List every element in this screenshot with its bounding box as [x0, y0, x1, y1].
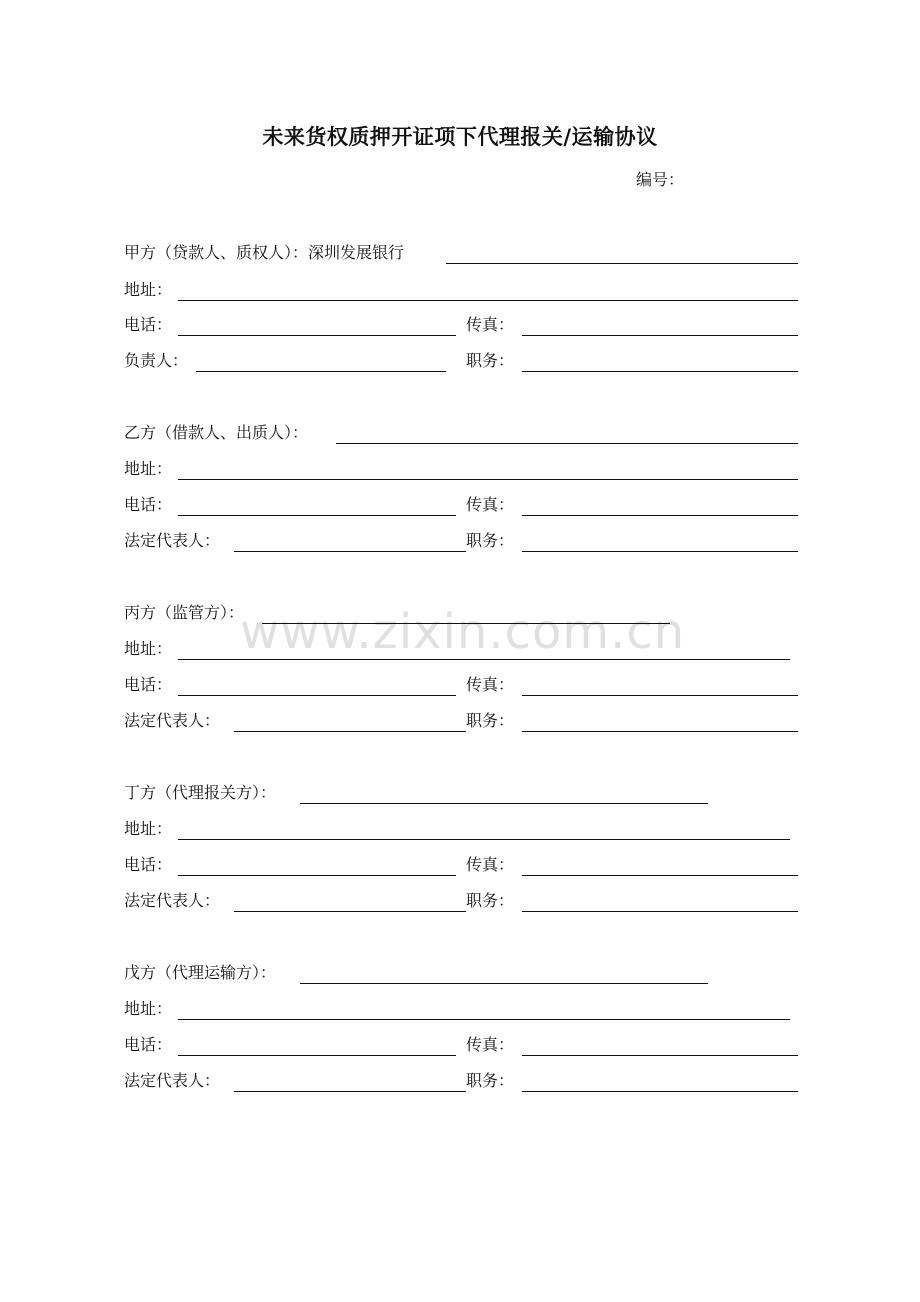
party-e-address-field[interactable] — [178, 1019, 790, 1020]
party-b-fax-field[interactable] — [522, 515, 798, 516]
party-d-address-label: 地址： — [124, 819, 173, 838]
party-d-legal-rep-label: 法定代表人： — [124, 891, 221, 910]
party-e-fax-field[interactable] — [522, 1055, 798, 1056]
party-b-legal-rep-label: 法定代表人： — [124, 531, 221, 550]
party-d-legal-rep-row — [124, 890, 798, 914]
party-a-position-field[interactable] — [522, 371, 798, 372]
party-e-phone-label: 电话： — [124, 1035, 173, 1054]
party-b-name-field[interactable] — [336, 443, 798, 444]
watermark-text: www.zixin.com.cn — [240, 604, 686, 660]
party-c-fax-label: 传真： — [466, 675, 515, 694]
party-e-position-label: 职务： — [466, 1071, 515, 1090]
party-d-address-row — [124, 818, 798, 842]
party-d-name-field[interactable] — [300, 803, 708, 804]
party-d-position-field[interactable] — [522, 911, 798, 912]
party-c-address-label: 地址： — [124, 639, 173, 658]
party-d-fax-label: 传真： — [466, 855, 515, 874]
party-a-address-label: 地址： — [124, 280, 173, 299]
party-c-phone-field[interactable] — [178, 695, 456, 696]
party-e-legal-rep-label: 法定代表人： — [124, 1071, 221, 1090]
party-d-address-field[interactable] — [178, 839, 790, 840]
party-e-label: 戊方（代理运输方）： — [124, 963, 277, 982]
party-b-address-field[interactable] — [178, 479, 798, 480]
party-d-phone-label: 电话： — [124, 855, 173, 874]
party-c-address-row — [124, 638, 798, 662]
party-b-phone-label: 电话： — [124, 495, 173, 514]
document-title: 未来货权质押开证项下代理报关/运输协议 — [262, 124, 658, 149]
party-c-phone-label: 电话： — [124, 675, 173, 694]
party-e-legal-rep-row — [124, 1070, 798, 1094]
party-e-phone-field[interactable] — [178, 1055, 456, 1056]
party-a-person-row — [124, 350, 798, 374]
party-d-phone-field[interactable] — [178, 875, 456, 876]
party-a-position-label: 职务： — [466, 351, 515, 370]
party-c-legal-rep-field[interactable] — [234, 731, 466, 732]
party-e-position-field[interactable] — [522, 1091, 798, 1092]
party-b-address-row — [124, 458, 798, 482]
party-e-fax-label: 传真： — [466, 1035, 515, 1054]
party-e-name-field[interactable] — [300, 983, 708, 984]
party-b-position-label: 职务： — [466, 531, 515, 550]
party-d-position-label: 职务： — [466, 891, 515, 910]
party-e-contact-row — [124, 1034, 798, 1058]
party-e-address-row — [124, 998, 798, 1022]
party-b-phone-field[interactable] — [178, 515, 456, 516]
party-a-person-field[interactable] — [196, 371, 446, 372]
party-c-legal-rep-row — [124, 710, 798, 734]
party-c-position-label: 职务： — [466, 711, 515, 730]
party-c-position-field[interactable] — [522, 731, 798, 732]
party-a-phone-label: 电话： — [124, 315, 173, 334]
party-b-contact-row — [124, 494, 798, 518]
party-c-address-field[interactable] — [178, 659, 790, 660]
party-e-address-label: 地址： — [124, 999, 173, 1018]
party-d-contact-row — [124, 854, 798, 878]
party-c-name-field[interactable] — [262, 623, 670, 624]
party-c-fax-field[interactable] — [522, 695, 798, 696]
party-d-name-row — [124, 782, 798, 806]
party-b-label: 乙方（借款人、出质人）： — [124, 423, 309, 442]
party-c-legal-rep-label: 法定代表人： — [124, 711, 221, 730]
party-d-label: 丁方（代理报关方）： — [124, 783, 277, 802]
party-c-contact-row — [124, 674, 798, 698]
party-c-label: 丙方（监管方）： — [124, 603, 245, 622]
party-a-phone-field[interactable] — [178, 335, 456, 336]
party-d-legal-rep-field[interactable] — [234, 911, 466, 912]
party-b-position-field[interactable] — [522, 551, 798, 552]
party-a-fax-label: 传真： — [466, 315, 515, 334]
party-b-fax-label: 传真： — [466, 495, 515, 514]
party-a-name-field[interactable] — [446, 263, 798, 264]
party-a-contact-row — [124, 314, 798, 338]
party-a-label: 甲方（贷款人、质权人）：深圳发展银行 — [124, 243, 405, 262]
party-a-address-row — [124, 279, 798, 303]
party-b-address-label: 地址： — [124, 459, 173, 478]
party-d-fax-field[interactable] — [522, 875, 798, 876]
party-b-name-row — [124, 422, 798, 446]
party-b-legal-rep-field[interactable] — [234, 551, 466, 552]
document-number-label: 编号： — [636, 170, 685, 189]
party-b-legal-rep-row — [124, 530, 798, 554]
party-a-person-label: 负责人： — [124, 351, 189, 370]
party-e-name-row — [124, 962, 798, 986]
party-a-address-field[interactable] — [178, 300, 798, 301]
party-a-name-row — [124, 242, 798, 266]
party-c-name-row — [124, 602, 798, 626]
party-e-legal-rep-field[interactable] — [234, 1091, 466, 1092]
party-a-fax-field[interactable] — [522, 335, 798, 336]
